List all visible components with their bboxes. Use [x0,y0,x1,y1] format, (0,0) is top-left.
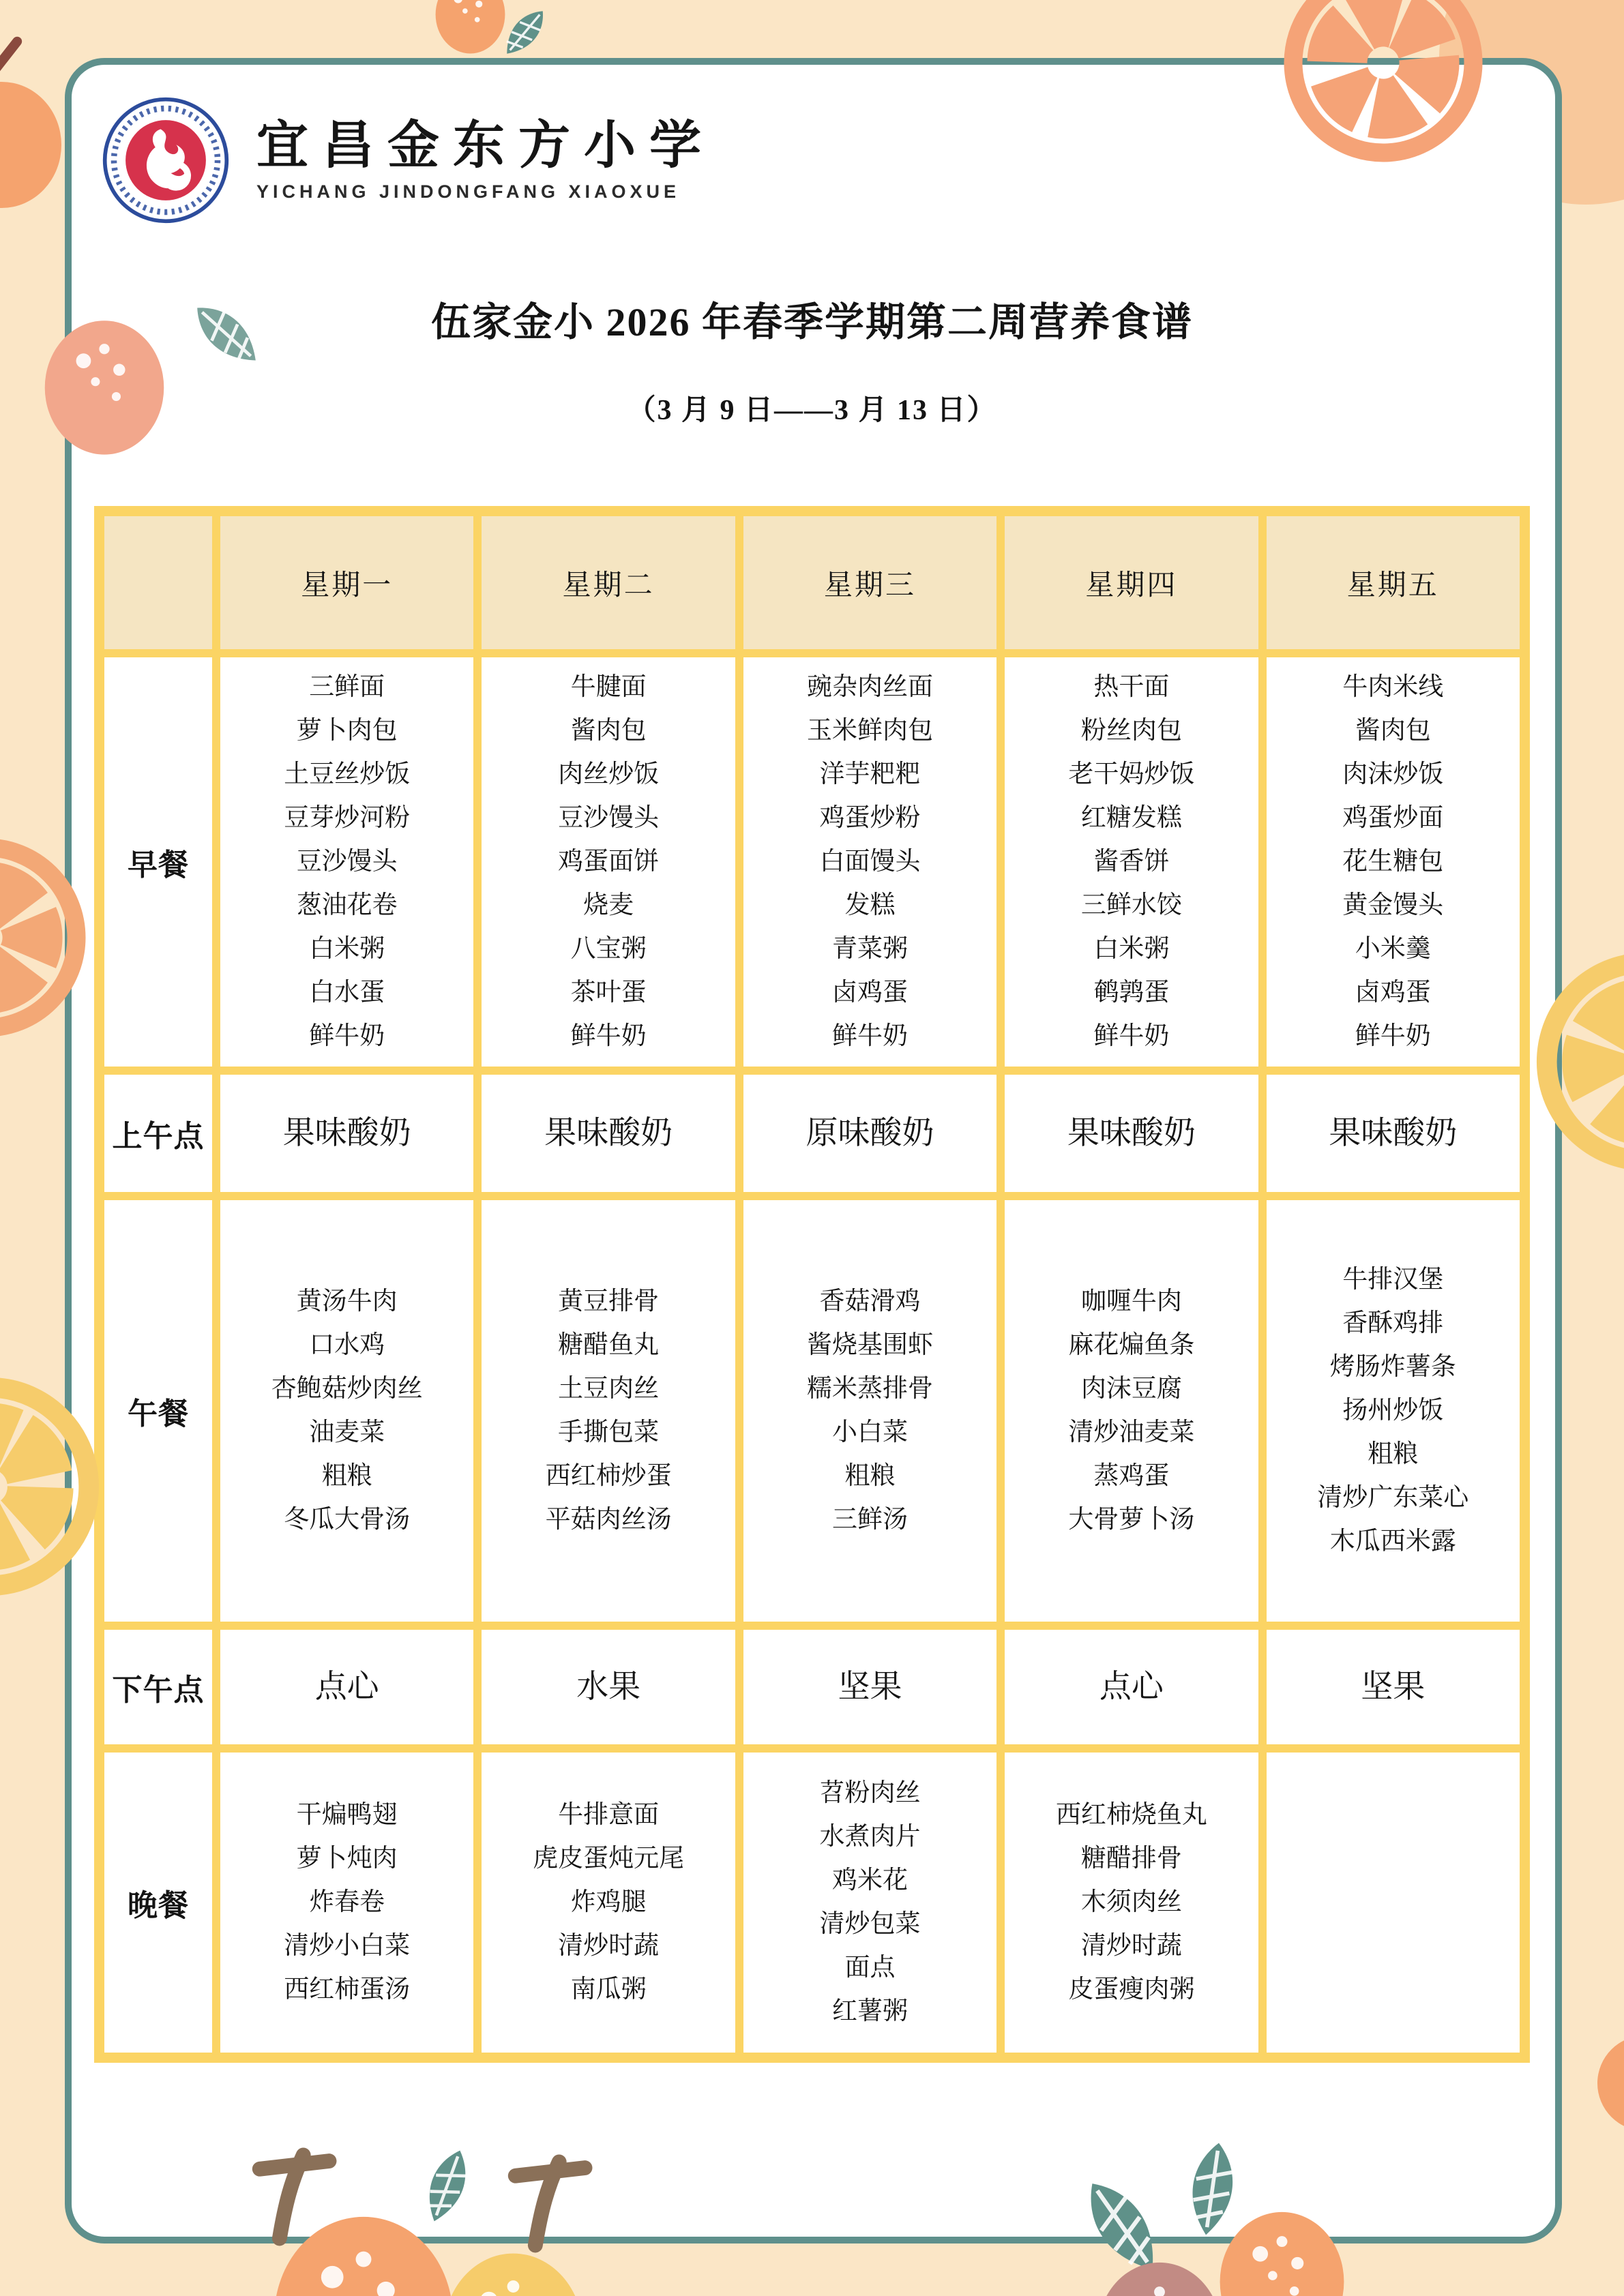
menu-item: 果味酸奶 [1067,1116,1196,1151]
row-label-0: 早餐 [104,657,212,1067]
menu-item: 苕粉肉丝 [819,1779,921,1807]
menu-cell-r0-c1 [482,657,735,1067]
menu-cell-r3-c0 [220,1630,473,1744]
menu-cell-r0-c4 [1267,657,1520,1067]
menu-item: 黄豆排骨 [558,1287,660,1315]
menu-item: 水煮肉片 [819,1823,921,1851]
menu-item: 豆沙馒头 [296,848,398,876]
day-header-4: 星期四 [1005,516,1258,649]
school-name-block [256,118,715,203]
menu-item: 烤肠炸薯条 [1329,1353,1456,1381]
corner-twig-icon [0,35,24,108]
menu-item: 茶叶蛋 [570,979,647,1007]
menu-item: 大骨萝卜汤 [1068,1506,1195,1534]
day-header-3: 星期三 [743,516,996,649]
menu-item: 肉丝炒饭 [558,760,660,788]
menu-item: 鹌鹑蛋 [1093,979,1170,1007]
menu-item: 冬瓜大骨汤 [284,1506,411,1534]
menu-item: 青菜粥 [831,935,908,963]
menu-item: 白米粥 [309,935,385,963]
menu-item: 清炒时蔬 [1080,1932,1182,1960]
menu-item: 炸春卷 [309,1888,385,1916]
menu-cell-r2-c4 [1267,1200,1520,1622]
menu-item: 肉沫豆腐 [1080,1375,1182,1403]
menu-item: 牛腱面 [570,673,647,701]
menu-cell-r0-c2 [743,657,996,1067]
school-name-en: YICHANG JINDONGFANG XIAOXUE [256,181,681,203]
menu-item: 皮蛋瘦肉粥 [1068,1976,1195,2003]
menu-item: 干煸鸭翅 [296,1801,398,1829]
menu-item: 八宝粥 [570,935,647,963]
bottom-yellow-fruit-icon [426,2238,600,2296]
menu-item: 果味酸奶 [1329,1116,1458,1151]
menu-item: 点心 [314,1669,379,1705]
menu-cell-r2-c1 [482,1200,735,1622]
menu-cell-r0-c0 [220,657,473,1067]
page-subtitle: （3 月 9 日——3 月 13 日） [627,395,997,426]
menu-item: 牛排意面 [558,1801,660,1829]
menu-item: 鸡蛋炒面 [1342,804,1444,832]
menu-item: 杏鲍菇炒肉丝 [271,1375,423,1403]
menu-item: 糖醋鱼丸 [558,1331,660,1359]
menu-item: 豌杂肉丝面 [806,673,933,701]
menu-cell-r1-c0 [220,1075,473,1192]
day-header-2: 星期二 [482,516,735,649]
menu-item: 玉米鲜肉包 [806,717,933,745]
menu-item: 洋芋粑粑 [819,760,921,788]
menu-item: 香酥鸡排 [1342,1309,1444,1337]
menu-cell-r1-c4 [1267,1075,1520,1192]
menu-item: 麻花煸鱼条 [1068,1331,1195,1359]
menu-item: 土豆丝炒饭 [284,760,411,788]
menu-item: 酱烧基围虾 [806,1331,933,1359]
menu-item: 三鲜水饺 [1080,891,1182,919]
menu-item: 肉沫炒饭 [1342,760,1444,788]
bottom-right-pink-fruit-icon [1074,2252,1245,2296]
menu-item: 坚果 [838,1669,902,1705]
menu-cell-r3-c3 [1005,1630,1258,1744]
menu-item: 白面馒头 [819,848,921,876]
menu-table [94,506,1530,2063]
menu-item: 黄金馒头 [1342,891,1444,919]
menu-item: 水果 [576,1669,641,1705]
menu-cell-r4-c3 [1005,1753,1258,2053]
menu-item: 豆沙馒头 [558,804,660,832]
menu-cell-r1-c1 [482,1075,735,1192]
menu-item: 粉丝肉包 [1080,717,1182,745]
menu-item: 炸鸡腿 [570,1888,647,1916]
menu-item: 蒸鸡蛋 [1093,1462,1170,1490]
menu-item: 黄汤牛肉 [296,1287,398,1315]
menu-item: 香菇滑鸡 [819,1287,921,1315]
menu-item: 酱香饼 [1093,848,1170,876]
menu-item: 粗粮 [844,1462,896,1490]
menu-item: 西红柿炒蛋 [545,1462,672,1490]
menu-item: 三鲜面 [309,673,385,701]
table-corner-cell [104,516,212,649]
page-title: 伍家金小 2026 年春季学期第二周营养食谱 [430,300,1193,344]
menu-item: 粗粮 [321,1462,372,1490]
menu-item: 小米羹 [1355,935,1431,963]
menu-item: 清炒油麦菜 [1068,1418,1195,1446]
menu-item: 酱肉包 [1355,717,1431,745]
menu-cell-r1-c3 [1005,1075,1258,1192]
menu-item: 南瓜粥 [570,1976,647,2003]
menu-item: 土豆肉丝 [558,1375,660,1403]
menu-item: 糯米蒸排骨 [806,1375,933,1403]
menu-item: 清炒广东菜心 [1317,1484,1469,1512]
menu-cell-r2-c3 [1005,1200,1258,1622]
menu-item: 鲜牛奶 [1355,1022,1431,1050]
menu-item: 清炒小白菜 [284,1932,411,1960]
row-label-1: 上午点 [104,1075,212,1192]
menu-item: 鲜牛奶 [309,1022,385,1050]
menu-item: 口水鸡 [309,1331,385,1359]
menu-item: 平菇肉丝汤 [545,1506,672,1534]
menu-item: 手撕包菜 [558,1418,660,1446]
menu-item: 三鲜汤 [831,1506,908,1534]
menu-item: 粗粮 [1368,1440,1419,1468]
menu-cell-r0-c3 [1005,657,1258,1067]
top-orange-fruit-icon [424,0,516,65]
menu-item: 油麦菜 [309,1418,385,1446]
menu-item: 白米粥 [1093,935,1170,963]
menu-item: 木瓜西米露 [1329,1527,1456,1555]
menu-item: 红糖发糕 [1080,804,1182,832]
menu-cell-r2-c2 [743,1200,996,1622]
top-leaf-icon [492,0,558,67]
menu-cell-r1-c2 [743,1075,996,1192]
menu-cell-r4-c0 [220,1753,473,2053]
menu-cell-r3-c4 [1267,1630,1520,1744]
menu-cell-r4-c4 [1267,1753,1520,2053]
menu-cell-r2-c0 [220,1200,473,1622]
menu-item: 萝卜炖肉 [296,1845,398,1873]
menu-item: 花生糖包 [1342,848,1444,876]
menu-item: 热干面 [1093,673,1170,701]
menu-item: 白水蛋 [309,979,385,1007]
menu-item: 鸡蛋炒粉 [819,804,921,832]
row-label-3: 下午点 [104,1630,212,1744]
menu-item: 虎皮蛋炖元尾 [533,1845,685,1873]
menu-item: 小白菜 [831,1418,908,1446]
menu-item: 萝卜肉包 [296,717,398,745]
menu-item: 牛肉米线 [1342,673,1444,701]
school-name-cn: 宜昌金东方小学 [256,117,715,175]
menu-item: 咖喱牛肉 [1080,1287,1182,1315]
school-badge-icon [101,95,231,225]
menu-item: 果味酸奶 [544,1116,673,1151]
menu-item: 木须肉丝 [1080,1888,1182,1916]
menu-item: 老干妈炒饭 [1068,760,1195,788]
menu-item: 清炒时蔬 [558,1932,660,1960]
menu-cell-r4-c2 [743,1753,996,2053]
menu-item: 葱油花卷 [296,891,398,919]
menu-item: 坚果 [1361,1669,1426,1705]
menu-item: 鲜牛奶 [570,1022,647,1050]
menu-item: 西红柿烧鱼丸 [1055,1801,1207,1829]
menu-item: 点心 [1099,1669,1164,1705]
right-edge-orange-icon [1597,2036,1624,2131]
day-header-1: 星期一 [220,516,473,649]
menu-item: 卤鸡蛋 [831,979,908,1007]
menu-item: 酱肉包 [570,717,647,745]
menu-item: 原味酸奶 [806,1116,934,1151]
menu-item: 西红柿蛋汤 [284,1976,411,2003]
menu-cell-r3-c2 [743,1630,996,1744]
menu-item: 鸡蛋面饼 [558,848,660,876]
menu-item: 糖醋排骨 [1080,1845,1182,1873]
row-label-2: 午餐 [104,1200,212,1622]
row-label-4: 晚餐 [104,1753,212,2053]
menu-item: 鸡米花 [831,1866,908,1894]
menu-item: 鲜牛奶 [831,1022,908,1050]
menu-cell-r3-c1 [482,1630,735,1744]
left-orange-ball-icon [0,82,61,208]
menu-item: 卤鸡蛋 [1355,979,1431,1007]
school-logo-row [101,95,715,225]
menu-item: 发糕 [844,891,896,919]
menu-item: 果味酸奶 [282,1116,411,1151]
menu-item: 面点 [844,1954,896,1982]
day-header-5: 星期五 [1267,516,1520,649]
menu-item: 清炒包菜 [819,1910,921,1938]
menu-item: 牛排汉堡 [1342,1266,1444,1294]
menu-item: 扬州炒饭 [1342,1397,1444,1425]
menu-cell-r4-c1 [482,1753,735,2053]
menu-item: 红薯粥 [831,1997,908,2025]
menu-item: 鲜牛奶 [1093,1022,1170,1050]
menu-item: 豆芽炒河粉 [284,804,411,832]
menu-item: 烧麦 [583,891,634,919]
